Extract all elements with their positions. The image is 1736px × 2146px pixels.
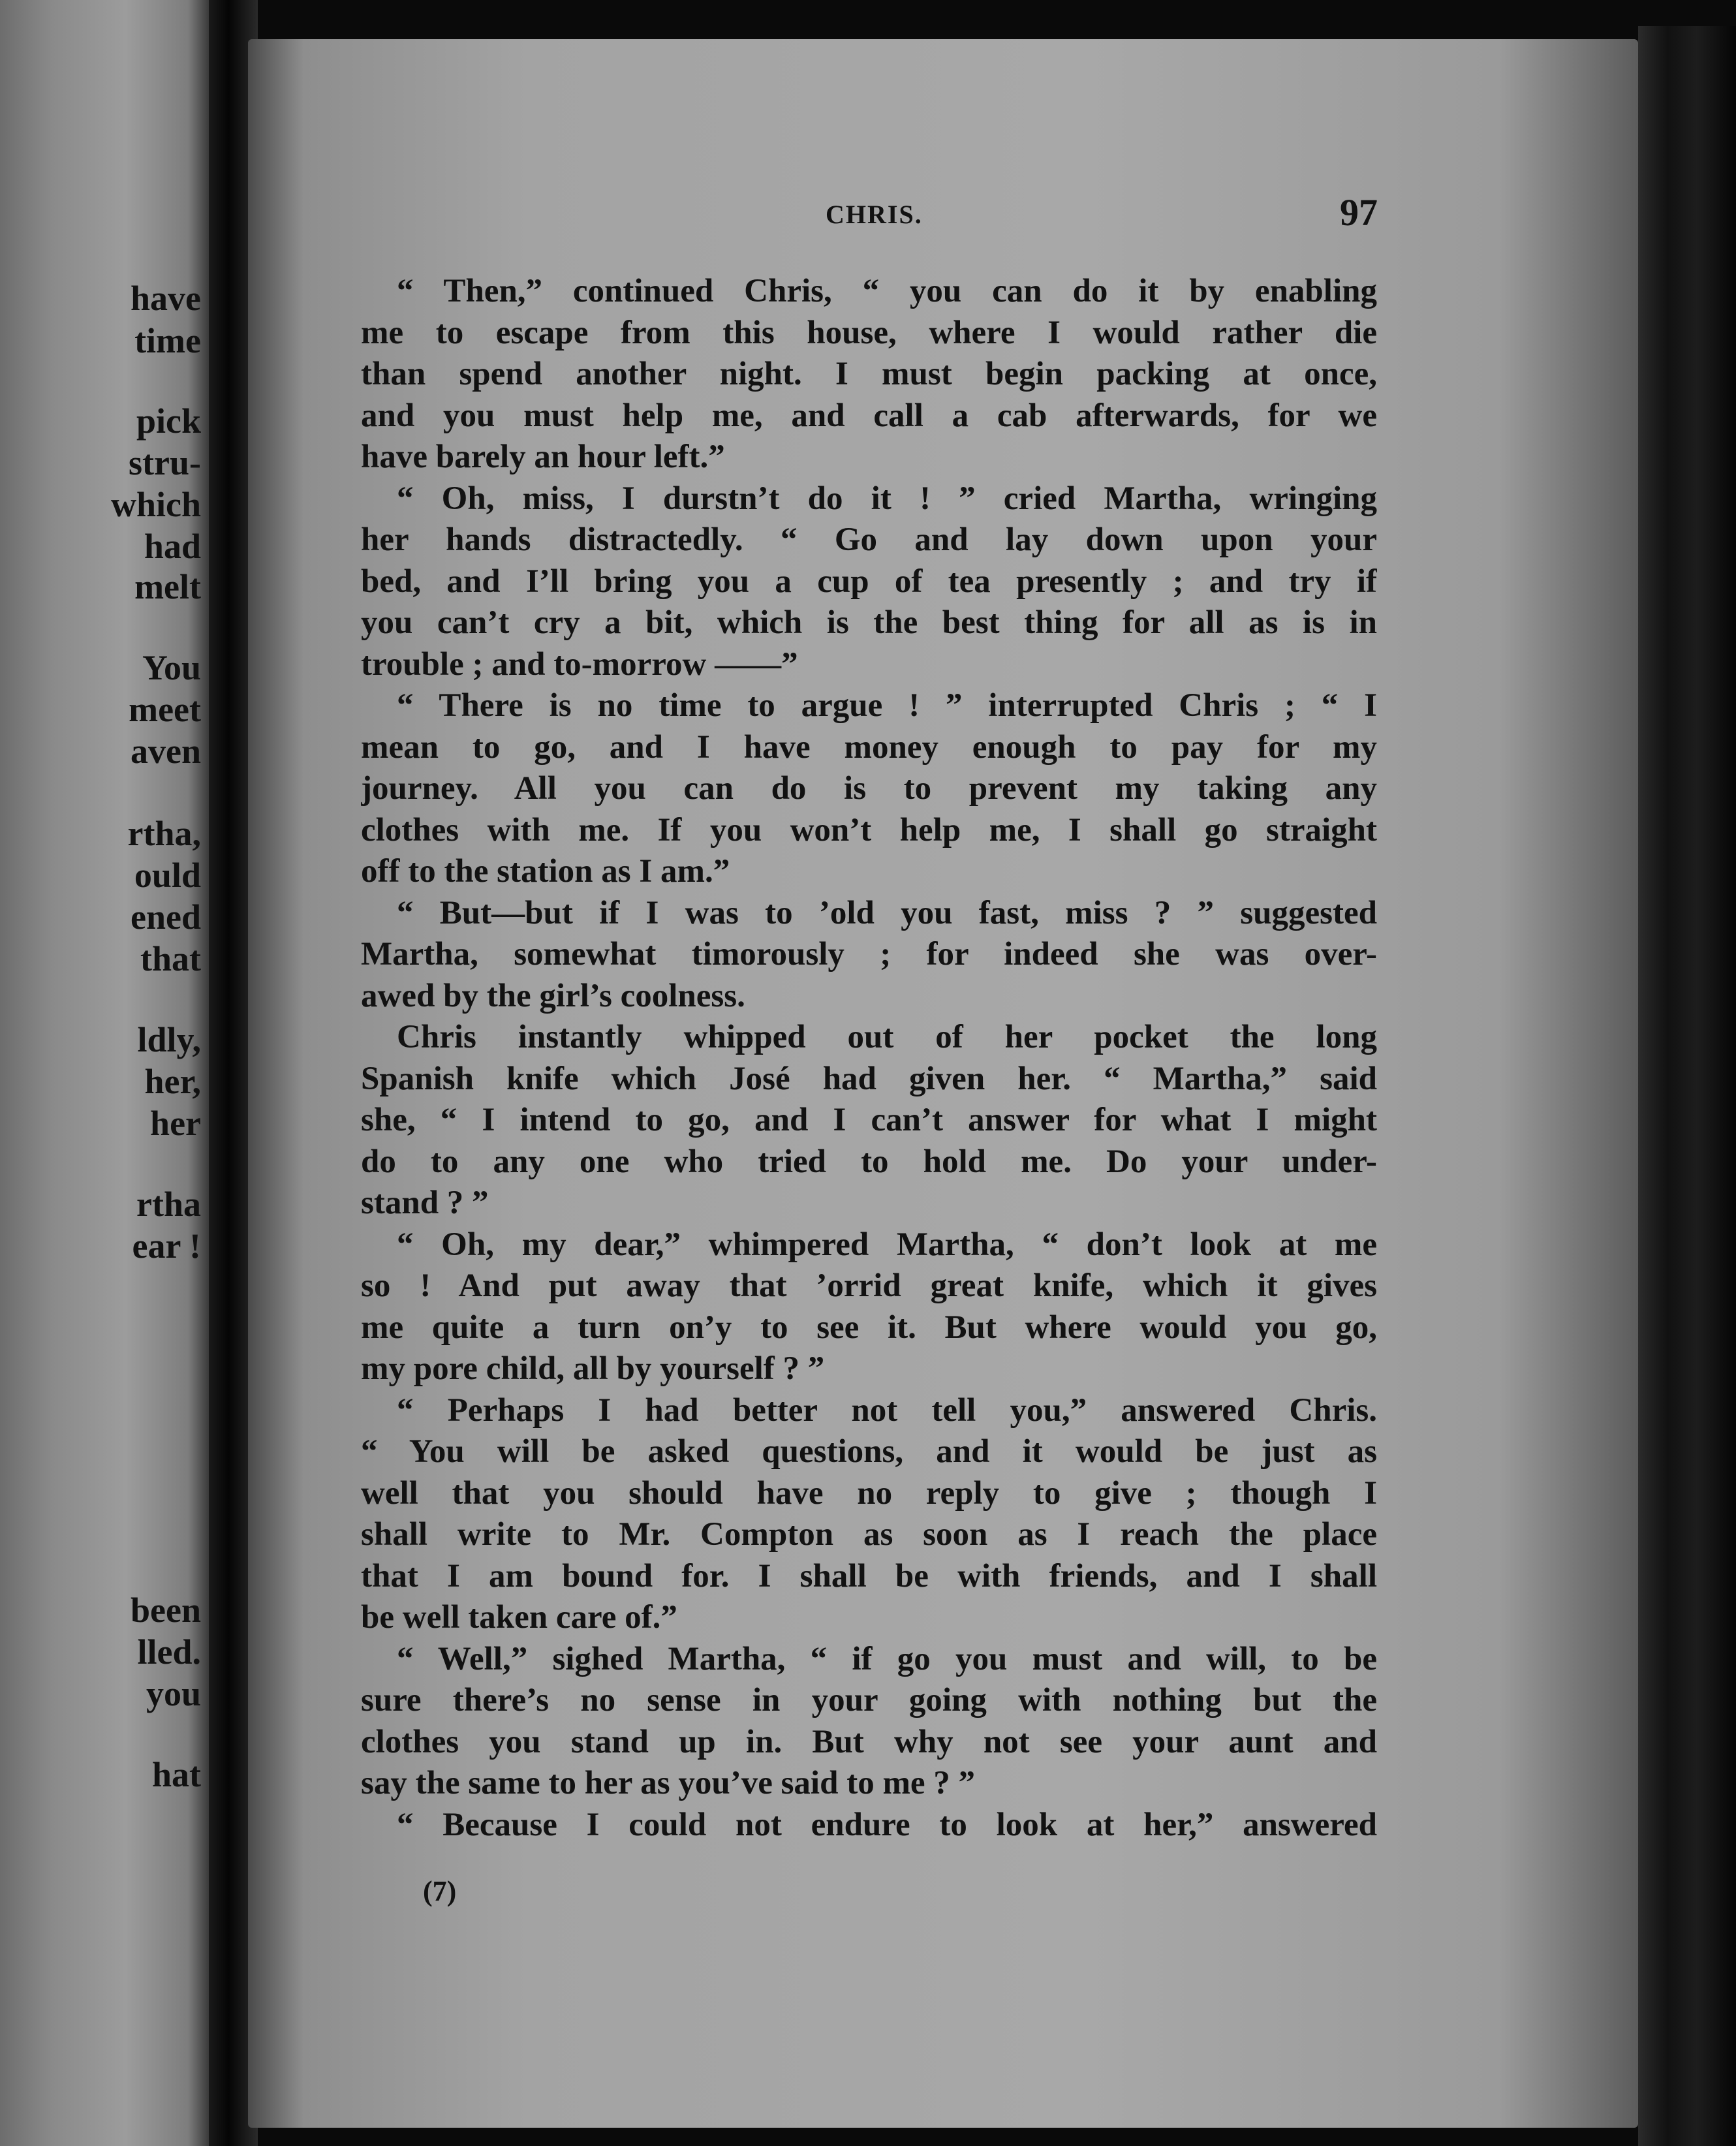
left-page-fragment: ear ! — [132, 1226, 201, 1266]
text-line: my pore child, all by yourself ? ” — [361, 1350, 825, 1387]
left-page-fragment: ened — [131, 897, 201, 937]
left-page-fragment: been — [131, 1591, 201, 1630]
text-line: and you must help me, and call a cab afterwards, for we — [361, 397, 1377, 434]
text-line: be well taken care of.” — [361, 1599, 677, 1636]
left-page-fragment: you — [146, 1674, 201, 1713]
text-line: “ Well,” sighed Martha, “ if go you must and will, to be — [397, 1640, 1377, 1677]
text-line: do to any one who tried to hold me. Do your under- — [361, 1143, 1377, 1180]
left-page-fragment: aven — [131, 732, 201, 771]
body-text — [361, 271, 1377, 1846]
text-line: bed, and I’ll bring you a cup of tea presently ; and try if — [361, 563, 1377, 600]
left-page-fragment: pick — [136, 401, 201, 441]
left-page-fragment: lled. — [137, 1632, 201, 1672]
text-line: you can’t cry a bit, which is the best thing for all as is in — [361, 604, 1377, 641]
text-line: me to escape from this house, where I would rather die — [361, 314, 1377, 351]
text-line: Chris instantly whipped out of her pocket the long — [397, 1019, 1377, 1055]
text-line: than spend another night. I must begin packing at once, — [361, 356, 1377, 392]
left-page-fragment: which — [110, 485, 201, 524]
text-line: stand ? ” — [361, 1185, 489, 1221]
left-page-fragment: have — [131, 279, 201, 318]
left-page-fragment: ldly, — [137, 1020, 201, 1059]
text-line: awed by the girl’s coolness. — [361, 977, 745, 1014]
text-line: Spanish knife which José had given her. “ Martha,” said — [361, 1060, 1377, 1097]
left-page-fragment: ould — [134, 856, 201, 895]
text-line: “ Oh, my dear,” whimpered Martha, “ don’t look at me — [397, 1226, 1377, 1263]
text-line: “ There is no time to argue ! ” interrupted Chris ; “ I — [397, 687, 1377, 724]
text-line: journey. All you can do is to prevent my taking any — [361, 770, 1377, 807]
left-page-fragment: stru- — [129, 443, 201, 482]
text-line: Martha, somewhat timorously ; for indeed she was over- — [361, 936, 1377, 972]
left-page-fragment: time — [134, 321, 201, 360]
text-line: trouble ; and to-morrow ——” — [361, 645, 798, 683]
left-page-fragment: meet — [129, 690, 201, 729]
left-page-fragment: rtha, — [127, 814, 201, 853]
text-line: “ Oh, miss, I durstn’t do it ! ” cried Martha, wringing — [397, 480, 1377, 517]
text-line: clothes with me. If you won’t help me, I shall go straight — [361, 811, 1377, 848]
left-page-fragment: had — [144, 527, 201, 566]
text-line: “ But—but if I was to ’old you fast, miss ? ” suggested — [397, 894, 1377, 931]
left-page-fragment: her, — [144, 1062, 201, 1101]
text-line: that I am bound for. I shall be with friends, and I shall — [361, 1557, 1377, 1594]
signature-mark: (7) — [423, 1875, 457, 1907]
text-line: sure there’s no sense in your going with nothing but the — [361, 1682, 1377, 1718]
text-line: me quite a turn on’y to see it. But where would you go, — [361, 1309, 1377, 1346]
page-number: 97 — [1340, 191, 1378, 234]
text-line: “ You will be asked questions, and it would be just as — [361, 1433, 1377, 1470]
text-line: have barely an hour left.” — [361, 439, 725, 475]
text-line: clothes you stand up in. But why not see your aunt and — [361, 1723, 1377, 1760]
text-line: her hands distractedly. “ Go and lay down upon your — [361, 521, 1377, 558]
left-page-fragment: melt — [134, 567, 201, 606]
text-line: “ Perhaps I had better not tell you,” answered Chris. — [397, 1392, 1377, 1429]
left-page-fragment: rtha — [136, 1185, 201, 1224]
text-line: well that you should have no reply to give ; though I — [361, 1474, 1377, 1512]
left-page-fragment: her — [150, 1104, 201, 1143]
left-page-fragment: that — [140, 939, 201, 978]
left-facing-page — [0, 0, 209, 2146]
text-line: mean to go, and I have money enough to pay for my — [361, 728, 1377, 766]
text-line: shall write to Mr. Compton as soon as I reach the place — [361, 1516, 1377, 1553]
text-line: say the same to her as you’ve said to me ? ” — [361, 1765, 976, 1801]
text-line: “ Because I could not endure to look at her,” answered — [397, 1806, 1377, 1843]
text-line: so ! And put away that ’orrid great knife, which it gives — [361, 1267, 1377, 1304]
left-page-fragment: hat — [151, 1755, 201, 1794]
book-edge — [1638, 26, 1736, 2146]
text-line: off to the station as I am.” — [361, 853, 730, 890]
left-page-fragment: You — [142, 648, 201, 687]
text-line: “ Then,” continued Chris, “ you can do it by enabling — [397, 273, 1377, 309]
running-head: CHRIS. — [826, 200, 923, 229]
text-line: she, “ I intend to go, and I can’t answer for what I might — [361, 1102, 1377, 1138]
